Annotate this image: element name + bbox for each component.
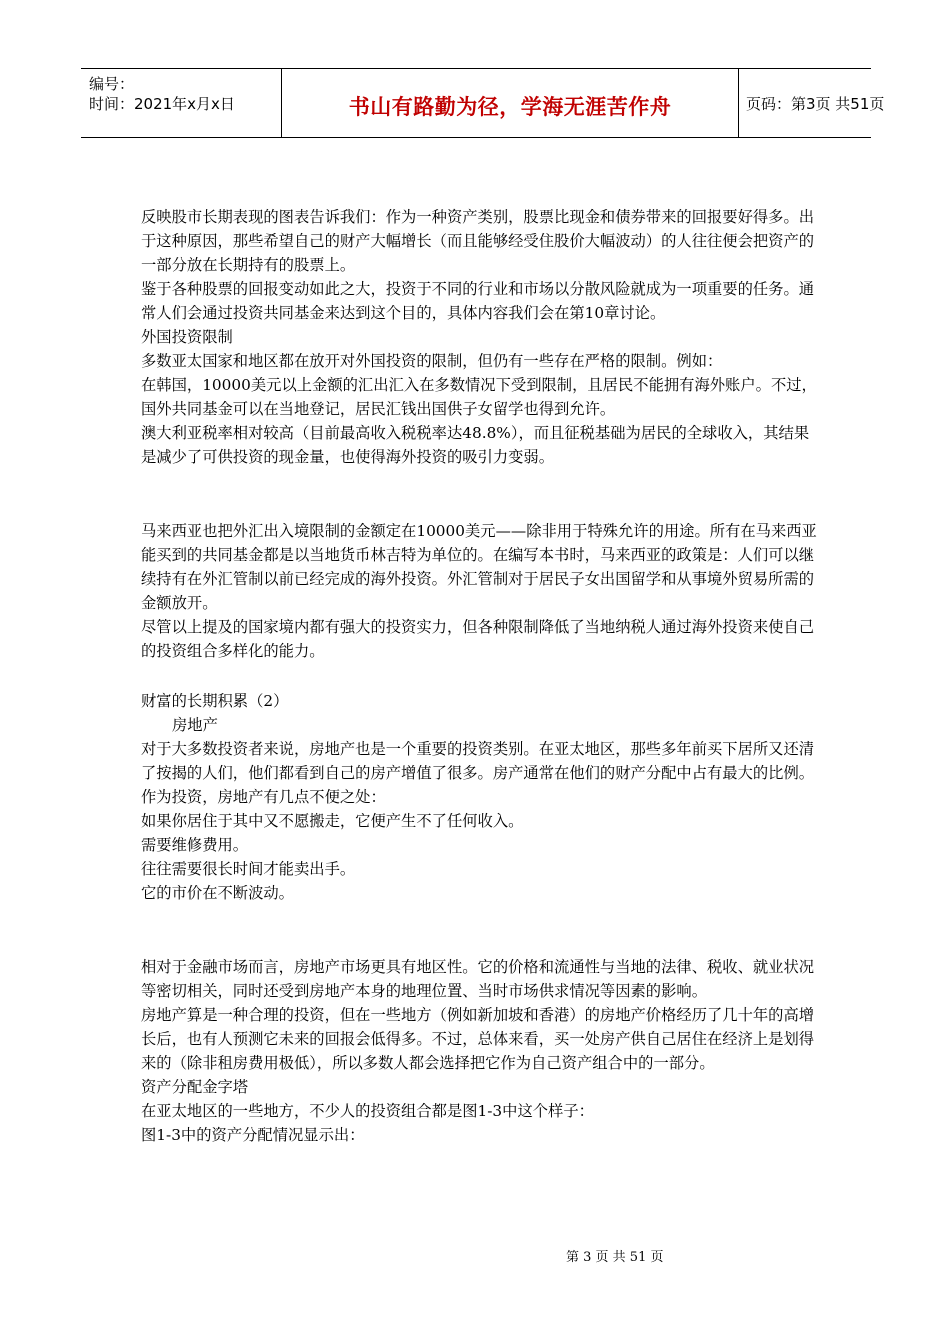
header-right-cell [738, 69, 885, 137]
paragraph: 鉴于各种股票的回报变动如此之大，投资于不同的行业和市场以分散风险就成为一项重要的任务。通常人们会通过投资共同基金来达到这个目的，具体内容我们会在第10章讨论。 [141, 280, 815, 322]
page-header [81, 68, 885, 138]
spacer [141, 905, 821, 955]
page-footer: 第 3 页 共 51 页 [566, 1250, 664, 1265]
paragraph: 在亚太地区的一些地方，不少人的投资组合都是图1-3中这个样子： [141, 1102, 594, 1120]
paragraph: 对于大多数投资者来说，房地产也是一个重要的投资类别。在亚太地区，那些多年前买下居所又还清了按揭的人们，他们都看到自己的房产增值了很多。房产通常在他们的财产分配中占有最大的比例。 [141, 740, 815, 782]
number-label: 编号： [89, 75, 135, 93]
motto: 书山有路勤为径，学海无涯苦作舟 [348, 95, 672, 119]
header-left-cell [81, 69, 281, 137]
paragraph: 作为投资，房地产有几点不便之处： [141, 788, 386, 806]
spacer [141, 469, 821, 519]
date-line: 时间：2021年x月x日 [89, 95, 235, 113]
paragraph: 图1-3中的资产分配情况显示出： [141, 1126, 365, 1144]
page-code: 页码：第3页 共51页 [746, 95, 885, 113]
paragraph: 尽管以上提及的国家境内都有强大的投资实力，但各种限制降低了当地纳税人通过海外投资来使自己的投资组合多样化的能力。 [141, 618, 815, 660]
paragraph: 多数亚太国家和地区都在放开对外国投资的限制，但仍有一些存在严格的限制。例如： [141, 352, 723, 370]
section-heading: 资产分配金字塔 [141, 1078, 249, 1096]
document-body [141, 205, 821, 1147]
list-item: 它的市价在不断波动。 [141, 884, 294, 902]
spacer [141, 663, 821, 689]
paragraph: 澳大利亚税率相对较高（目前最高收入税税率达48.8%），而且征税基础为居民的全球收入，其结果是减少了可供投资的现金量，也使得海外投资的吸引力变弱。 [141, 424, 810, 466]
list-item: 需要维修费用。 [141, 836, 249, 854]
list-item: 如果你居住于其中又不愿搬走，它便产生不了任何收入。 [141, 812, 524, 830]
list-item: 往往需要很长时间才能卖出手。 [141, 860, 356, 878]
header-middle-cell [281, 69, 739, 137]
paragraph: 相对于金融市场而言，房地产市场更具有地区性。它的价格和流通性与当地的法律、税收、就业状况等密切相关，同时还受到房地产本身的地理位置、当时市场供求情况等因素的影响。 [141, 958, 815, 1000]
paragraph: 马来西亚也把外汇出入境限制的金额定在10000美元——除非用于特殊允许的用途。所有在马来西亚能买到的共同基金都是以当地货币林吉特为单位的。在编写本书时，马来西亚的政策是：人们可以继续持有在外汇管制以前已经完成的海外投资。外汇管制对于居民子女出国留学和从事境外贸易所需的金额放开。 [141, 522, 817, 612]
paragraph: 在韩国，10000美元以上金额的汇出汇入在多数情况下受到限制，且居民不能拥有海外账户。不过，国外共同基金可以在当地登记，居民汇钱出国供子女留学也得到允许。 [141, 376, 817, 418]
section-heading: 外国投资限制 [141, 328, 233, 346]
paragraph: 反映股市长期表现的图表告诉我们：作为一种资产类别，股票比现金和债券带来的回报要好得多。出于这种原因，那些希望自己的财产大幅增长（而且能够经受住股价大幅波动）的人往往便会把资产的一部分放在长期持有的股票上。 [141, 208, 815, 274]
subsection-heading: 房地产 [172, 716, 218, 734]
section-heading: 财富的长期积累（2） [141, 692, 289, 710]
paragraph: 房地产算是一种合理的投资，但在一些地方（例如新加坡和香港）的房地产价格经历了几十年的高增长后，也有人预测它未来的回报会低得多。不过，总体来看，买一处房产供自己居住在经济上是划得来的（除非租房费用极低），所以多数人都会选择把它作为自己资产组合中的一部分。 [141, 1006, 815, 1072]
